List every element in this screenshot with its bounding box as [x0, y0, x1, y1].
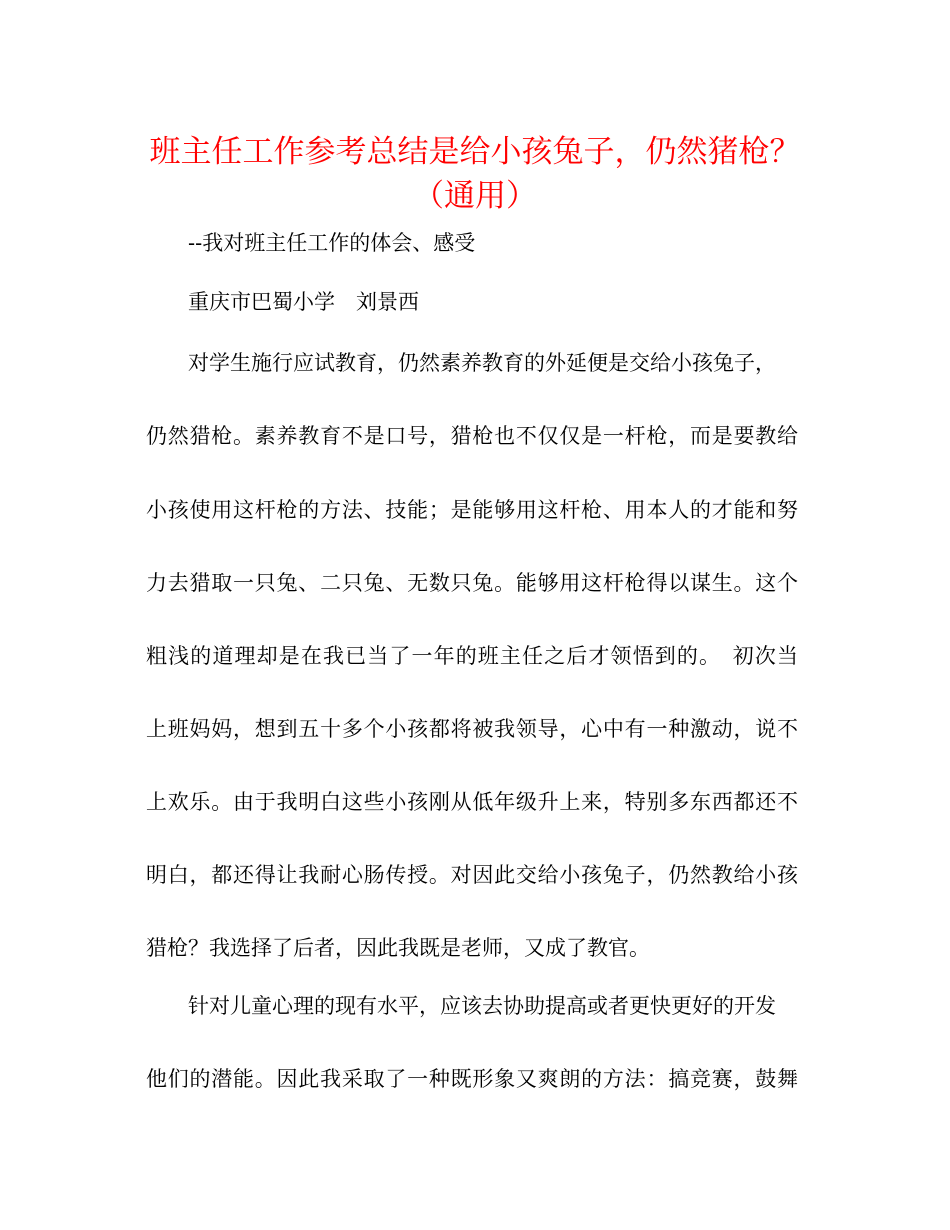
paragraph-1-line: 猎枪？我选择了后者，因此我既是老师，又成了教官。 [146, 936, 650, 960]
paragraph-1-line: 上欢乐。由于我明白这些小孩刚从低年级升上来，特别多东西都还不 [146, 790, 798, 814]
document-author: 重庆市巴蜀小学 刘景西 [188, 290, 419, 314]
paragraph-1-line: 力去猎取一只兔、二只兔、无数只兔。能够用这杆枪得以谋生。这个 [146, 571, 798, 595]
paragraph-1-line: 小孩使用这杆枪的方法、技能；是能够用这杆枪、用本人的才能和努 [146, 498, 798, 522]
paragraph-1-line: 仍然猎枪。素养教育不是口号，猎枪也不仅仅是一杆枪，而是要教给 [146, 424, 798, 448]
paragraph-1-line: 对学生施行应试教育，仍然素养教育的外延便是交给小孩兔子， [188, 351, 776, 375]
paragraph-2-line: 他们的潜能。因此我采取了一种既形象又爽朗的方法：搞竞赛，鼓舞 [146, 1067, 798, 1091]
document-title-line-2: （通用） [413, 178, 537, 214]
paragraph-1-line: 粗浅的道理却是在我已当了一年的班主任之后才领悟到的。 初次当 [146, 644, 798, 668]
document-subtitle: --我对班主任工作的体会、感受 [188, 231, 476, 255]
paragraph-1-line: 上班妈妈，想到五十多个小孩都将被我领导，心中有一种激动，说不 [146, 717, 798, 741]
paragraph-2-line: 针对儿童心理的现有水平，应该去协助提高或者更快更好的开发 [188, 994, 776, 1018]
paragraph-1-line: 明白，都还得让我耐心肠传授。对因此交给小孩兔子，仍然教给小孩 [146, 863, 798, 887]
document-title-line-1: 班主任工作参考总结是给小孩兔子，仍然猪枪？ [149, 134, 801, 170]
